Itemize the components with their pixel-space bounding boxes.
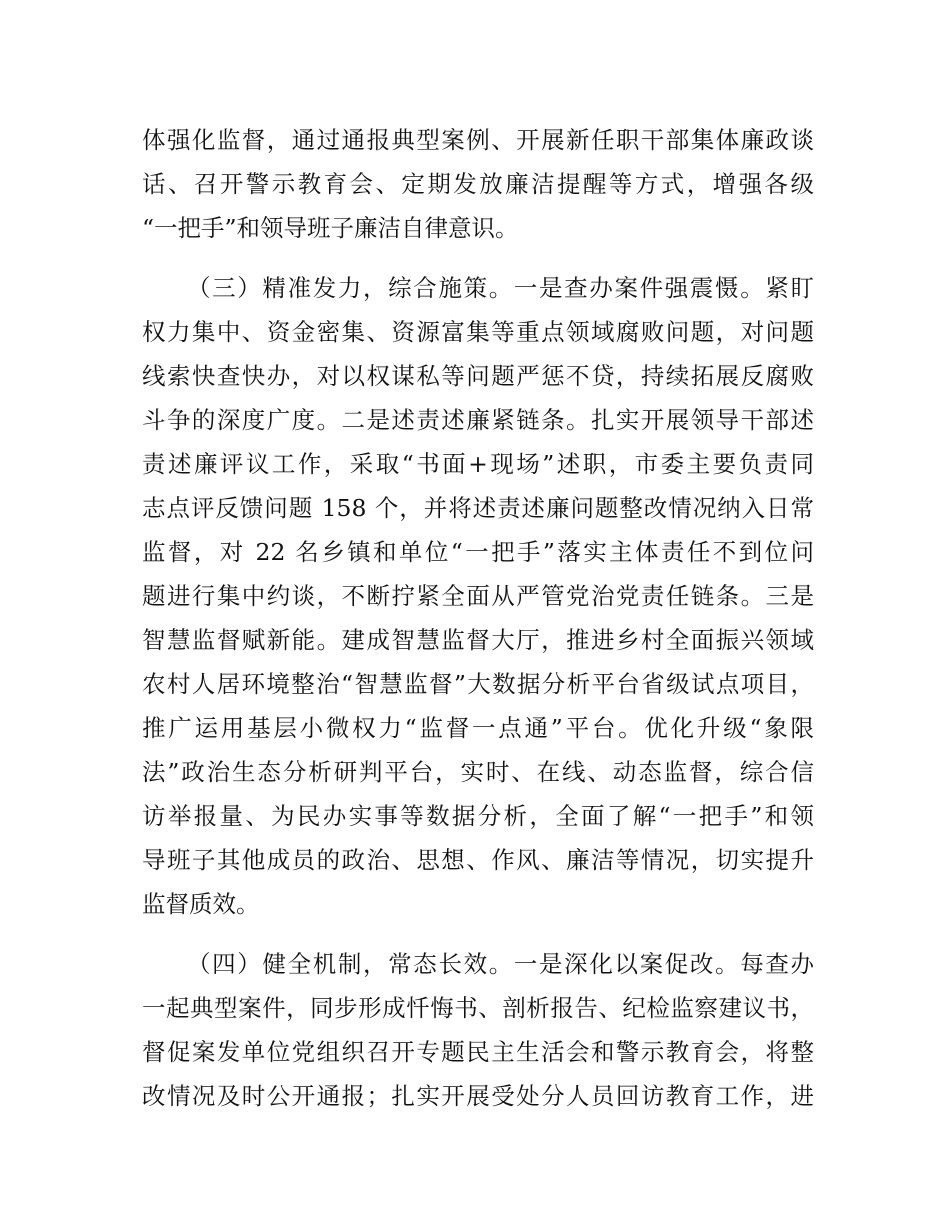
text-line: 监督，对 22 名乡镇和单位“一把手”落实主体责任不到位问 <box>142 538 814 566</box>
text-line: 志点评反馈问题 158 个，并将述责述廉问题整改情况纳入日常 <box>142 494 814 522</box>
text-line: 话、召开警示教育会、定期发放廉洁提醒等方式，增强各级 <box>142 170 814 198</box>
text-line: “一把手”和领导班子廉洁自律意识。 <box>142 214 519 242</box>
text-line: 权力集中、资金密集、资源富集等重点领域腐败问题，对问题 <box>142 318 814 346</box>
text-line: 改情况及时公开通报；扎实开展受处分人员回访教育工作，进 <box>142 1082 814 1110</box>
text-line: 责述廉评议工作，采取“书面+现场”述职，市委主要负责同 <box>142 450 814 478</box>
section-4-heading-line: （四）健全机制，常态长效。一是深化以案促改。每查办 <box>187 950 814 978</box>
text-line: 一起典型案件，同步形成忏悔书、剖析报告、纪检监察建议书， <box>142 994 814 1022</box>
text-line: 访举报量、为民办实事等数据分析，全面了解“一把手”和领 <box>142 802 814 830</box>
text-line: 监督质效。 <box>142 890 260 918</box>
text-line: 题进行集中约谈，不断拧紧全面从严管党治党责任链条。三是 <box>142 582 814 610</box>
text-line: 体强化监督，通过通报典型案例、开展新任职干部集体廉政谈 <box>142 126 814 154</box>
text-line: 导班子其他成员的政治、思想、作风、廉洁等情况，切实提升 <box>142 846 814 874</box>
text-line: 督促案发单位党组织召开专题民主生活会和警示教育会，将整 <box>142 1038 814 1066</box>
section-3-heading-line: （三）精准发力，综合施策。一是查办案件强震慑。紧盯 <box>187 274 814 302</box>
text-line: 法”政治生态分析研判平台，实时、在线、动态监督，综合信 <box>142 758 814 786</box>
text-line: 斗争的深度广度。二是述责述廉紧链条。扎实开展领导干部述 <box>142 406 814 434</box>
text-line: 线索快查快办，对以权谋私等问题严惩不贷，持续拓展反腐败 <box>142 362 814 390</box>
text-line: 推广运用基层小微权力“监督一点通”平台。优化升级“象限 <box>142 714 814 742</box>
text-line: 智慧监督赋新能。建成智慧监督大厅，推进乡村全面振兴领域 <box>142 626 814 654</box>
text-line: 农村人居环境整治“智慧监督”大数据分析平台省级试点项目， <box>142 670 814 698</box>
